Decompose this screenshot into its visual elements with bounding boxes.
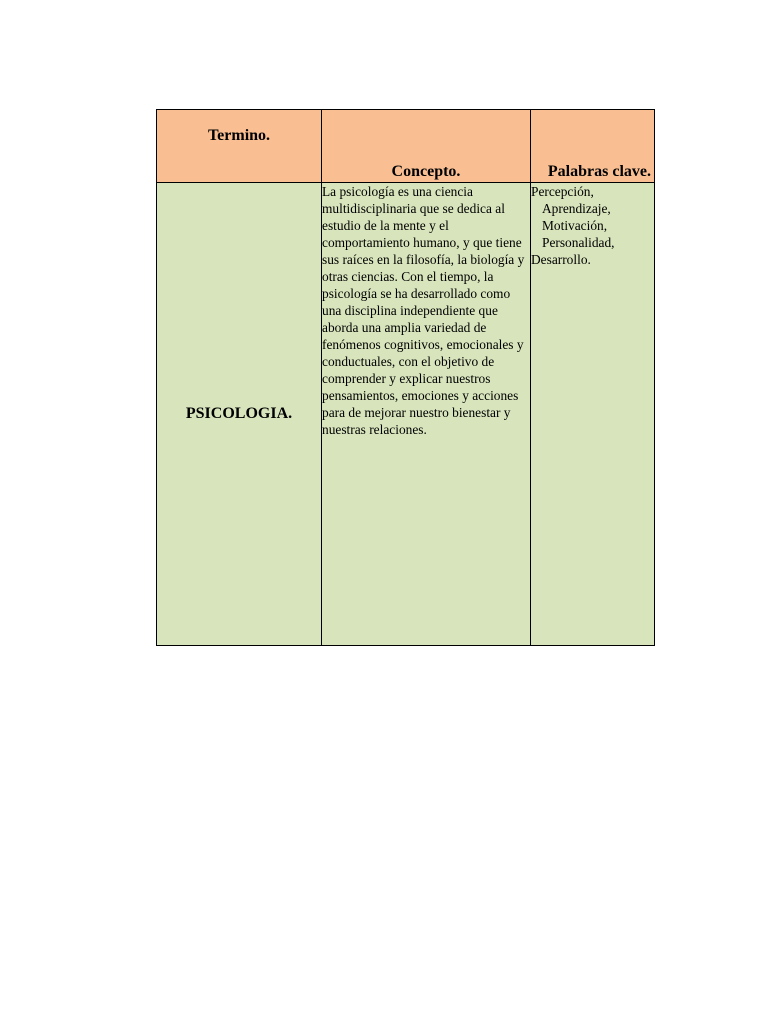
keyword-item: Aprendizaje, (542, 201, 611, 216)
header-keywords: Palabras clave. (531, 110, 655, 183)
keyword-item: Personalidad, (542, 235, 615, 250)
header-concept: Concepto. (322, 110, 531, 183)
concept-cell: La psicología es una ciencia multidisciplinaria que se dedica al estudio de la mente y el comportamiento humano, y que tiene sus raíces en la filosofía, la biología y otras ciencias. Con el tiempo, la psicología se ha desarrollado como una disciplina independiente que aborda una amplia variedad de fenómenos cognitivos, emocionales y conductuales, con el objetivo de comprender y explicar nuestros pensamientos, emociones y acciones para de mejorar nuestro bienestar y nuestras relaciones. (322, 183, 531, 646)
header-term: Termino. (157, 110, 322, 183)
table-row (157, 183, 655, 646)
table-header-row (157, 110, 655, 183)
keyword-item: Percepción, (531, 184, 594, 199)
term-cell: PSICOLOGIA. (157, 183, 322, 646)
keyword-item: Desarrollo. (531, 252, 591, 267)
term-table (156, 109, 655, 646)
keywords-cell (531, 183, 655, 646)
keyword-item: Motivación, (542, 218, 608, 233)
